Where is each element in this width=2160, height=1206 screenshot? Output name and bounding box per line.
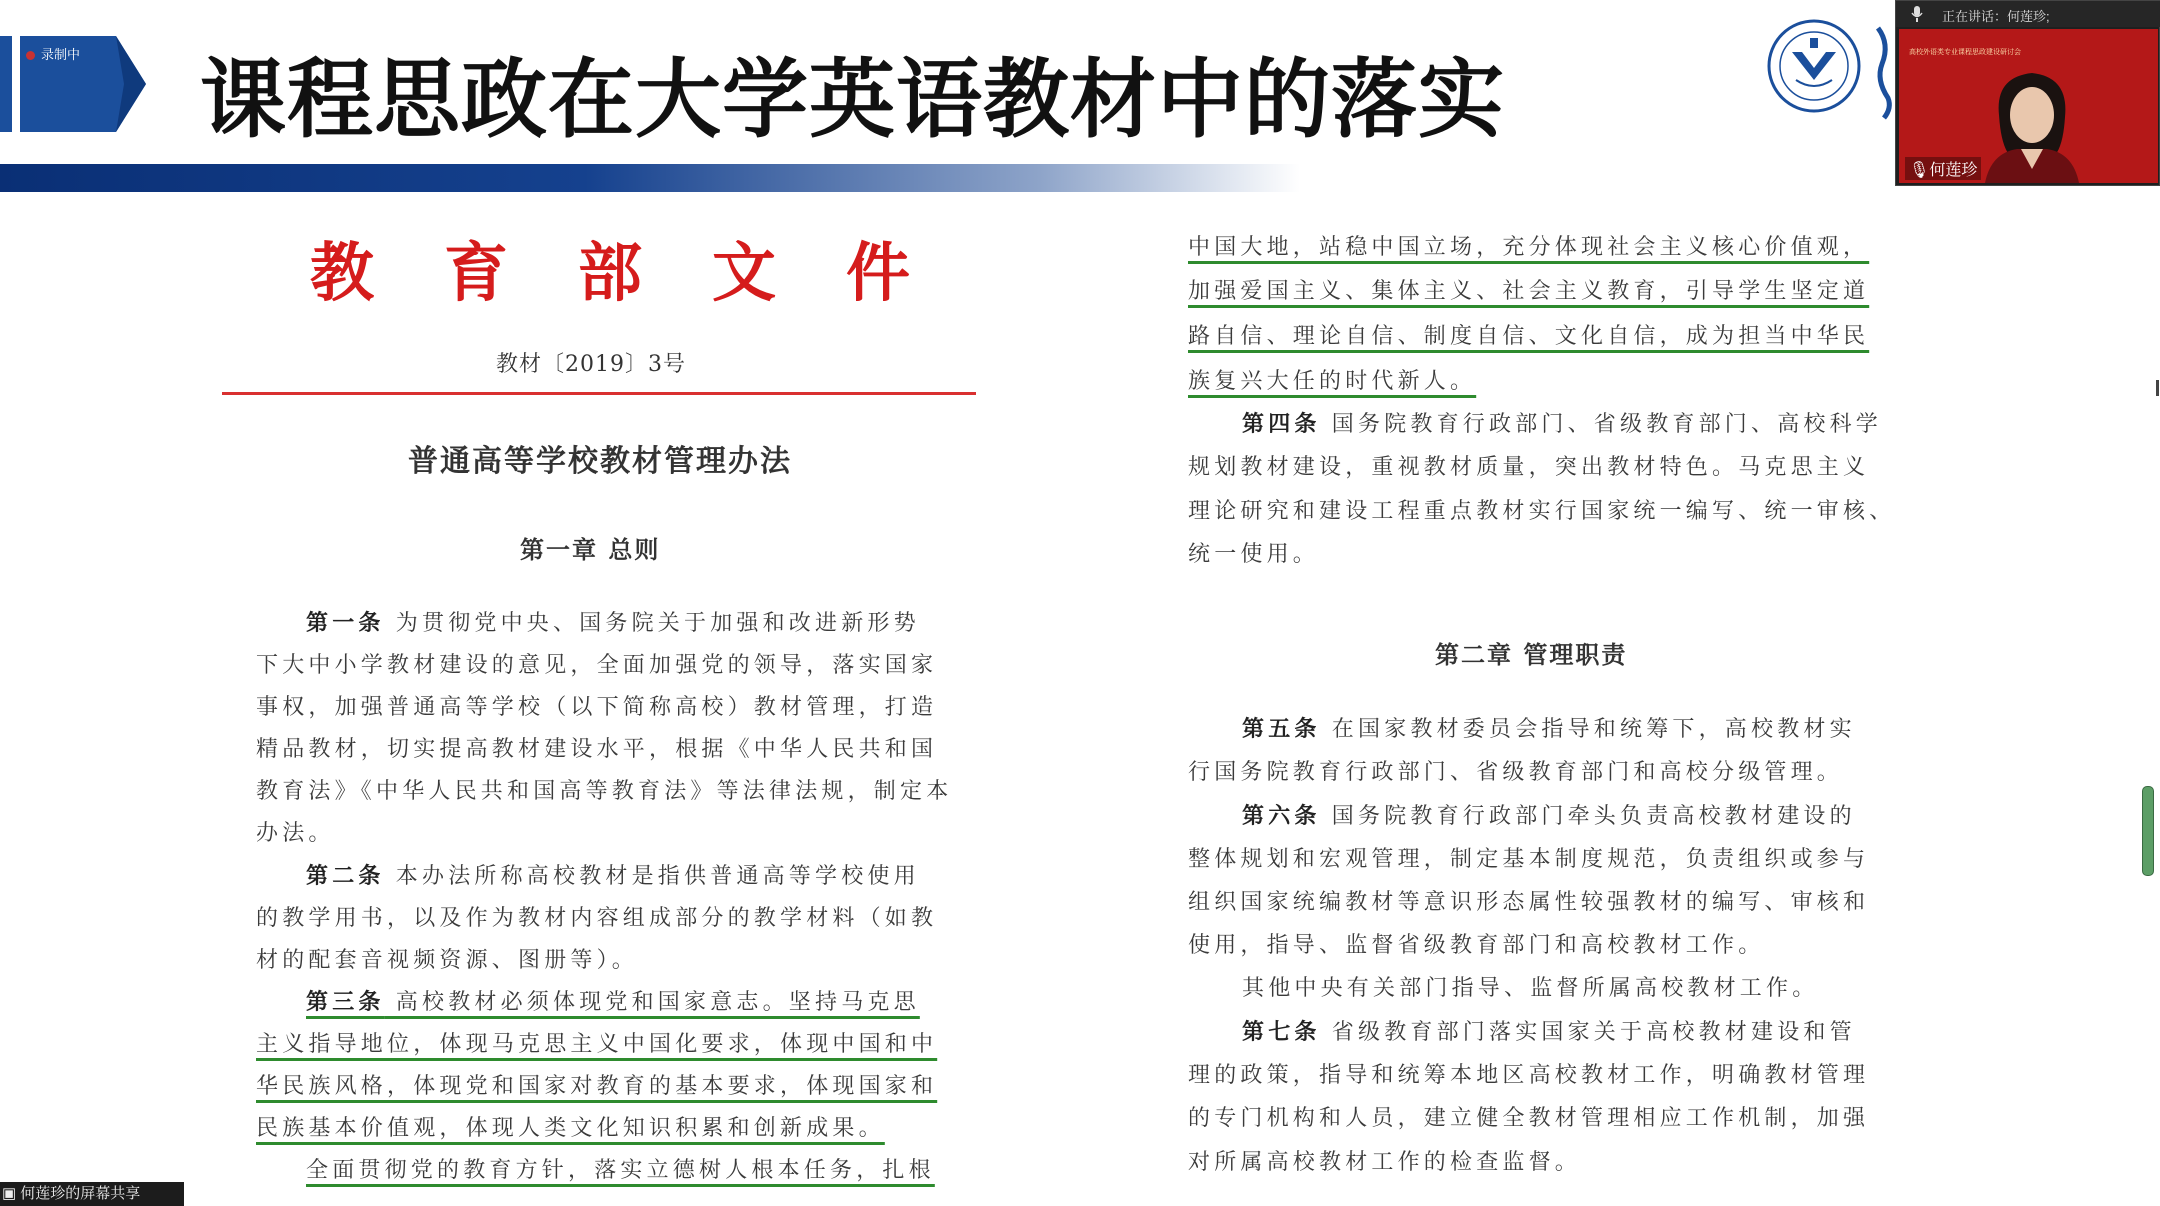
- text-line: 整体规划和宏观管理，制定基本制度规范，负责组织或参与: [1188, 847, 1870, 872]
- recording-indicator[interactable]: [26, 44, 80, 63]
- text-line: 规划教材建设，重视教材质量，突出教材特色。马克思主义: [1188, 455, 1870, 480]
- text-line: 统一使用。: [1188, 542, 1320, 567]
- screen-share-icon: ▣: [2, 1185, 17, 1202]
- text-line: 其他中央有关部门指导、监督所属高校教材工作。: [1242, 976, 1819, 1001]
- chapter-heading: 第二章 管理职责: [1435, 641, 1628, 669]
- highlighted-text-line: 民族基本价值观，体现人类文化知识积累和创新成果。: [256, 1116, 885, 1141]
- highlighted-text-line: 全面贯彻党的教育方针，落实立德树人根本任务，扎根: [306, 1158, 935, 1183]
- text-line: 材的配套音视频资源、图册等）。: [256, 948, 639, 973]
- text-line: 第二条 本办法所称高校教材是指供普通高等学校使用: [306, 864, 920, 889]
- text-line: 办法。: [256, 821, 335, 846]
- highlighted-text-line: 华民族风格，体现党和国家对教育的基本要求，体现国家和: [256, 1074, 938, 1099]
- presenter-name-label: [1905, 157, 1981, 180]
- document-number: 教材〔2019〕3号: [496, 352, 686, 377]
- backdrop-banner: 高校外语类专业课程思政建设研讨会: [1909, 49, 2021, 56]
- speaking-label: 正在讲话：何莲珍;: [1942, 9, 2050, 24]
- scroll-marker: [2156, 380, 2159, 396]
- highlighted-text-line: 加强爱国主义、集体主义、社会主义教育，引导学生坚定道: [1188, 279, 1870, 304]
- screen-share-label[interactable]: [0, 1182, 184, 1206]
- university-logo-icon: [1766, 18, 1862, 114]
- presenter-video-image: [1977, 59, 2087, 183]
- document-page-left: [210, 200, 990, 1206]
- document-page-right: [1180, 225, 1910, 1206]
- text-line: 第七条 省级教育部门落实国家关于高校教材建设和管: [1242, 1020, 1856, 1045]
- text-line: 理论研究和建设工程重点教材实行国家统一编写、统一审核、: [1188, 499, 1896, 524]
- slide-header: [0, 0, 2160, 195]
- text-line: 组织国家统编教材等意识形态属性较强教材的编写、审核和: [1188, 890, 1870, 915]
- speaker-video-tile[interactable]: [1895, 0, 2160, 186]
- chapter-heading: 第一章 总则: [520, 536, 661, 564]
- scrollbar-thumb[interactable]: [2142, 786, 2154, 876]
- red-divider: [222, 392, 976, 395]
- text-line: 第一条 为贯彻党中央、国务院关于加强和改进新形势: [306, 611, 920, 636]
- highlighted-text-line: 第三条 高校教材必须体现党和国家意志。坚持马克思: [306, 990, 920, 1015]
- document-title: 普通高等学校教材管理办法: [408, 444, 792, 479]
- header-gradient-bar: [0, 164, 1300, 192]
- highlighted-text-line: 主义指导地位，体现马克思主义中国化要求，体现中国和中: [256, 1032, 938, 1057]
- highlighted-text-line: 路自信、理论自信、制度自信、文化自信，成为担当中华民: [1188, 324, 1870, 349]
- document-heading: 教育部文件: [310, 236, 980, 311]
- header-left-bar: [0, 36, 12, 132]
- text-line: 第四条 国务院教育行政部门、省级教育部门、高校科学: [1242, 412, 1883, 437]
- microphone-icon: [1910, 5, 1924, 23]
- text-line: 下大中小学教材建设的意见，全面加强党的领导，落实国家: [256, 653, 938, 678]
- text-line: 教育法》《中华人民共和国高等教育法》等法律法规，制定本: [256, 779, 953, 804]
- slide-title: 课程思政在大学英语教材中的落实: [200, 50, 1505, 150]
- text-line: 的专门机构和人员，建立健全教材管理相应工作机制，加强: [1188, 1106, 1870, 1131]
- text-line: 理的政策，指导和统筹本地区高校教材工作，明确教材管理: [1188, 1063, 1870, 1088]
- highlighted-text-line: 族复兴大任的时代新人。: [1188, 369, 1477, 394]
- text-line: 第五条 在国家教材委员会指导和统筹下，高校教材实: [1242, 717, 1856, 742]
- presenter-name: 何莲珍: [1929, 162, 1978, 179]
- text-line: 第六条 国务院教育行政部门牵头负责高校教材建设的: [1242, 804, 1856, 829]
- recording-dot-icon: [26, 51, 35, 60]
- recording-label: 录制中: [41, 47, 81, 62]
- text-line: 的教学用书，以及作为教材内容组成部分的教学材料（如教: [256, 906, 938, 931]
- screen-share-text: 何莲珍的屏幕共享: [20, 1185, 141, 1202]
- highlighted-text-line: 中国大地，站稳中国立场，充分体现社会主义核心价值观，: [1188, 235, 1870, 260]
- text-line: 事权，加强普通高等学校（以下简称高校）教材管理，打造: [256, 695, 938, 720]
- microphone-icon: 🎙: [1909, 162, 1930, 179]
- text-line: 行国务院教育行政部门、省级教育部门和高校分级管理。: [1188, 760, 1844, 785]
- text-line: 使用，指导、监督省级教育部门和高校教材工作。: [1188, 933, 1765, 958]
- speaking-bar: [1896, 1, 2160, 27]
- text-line: 精品教材，切实提高教材建设水平，根据《中华人民共和国: [256, 737, 938, 762]
- text-line: 对所属高校教材工作的检查监督。: [1188, 1150, 1582, 1175]
- camera-feed: [1899, 29, 2158, 183]
